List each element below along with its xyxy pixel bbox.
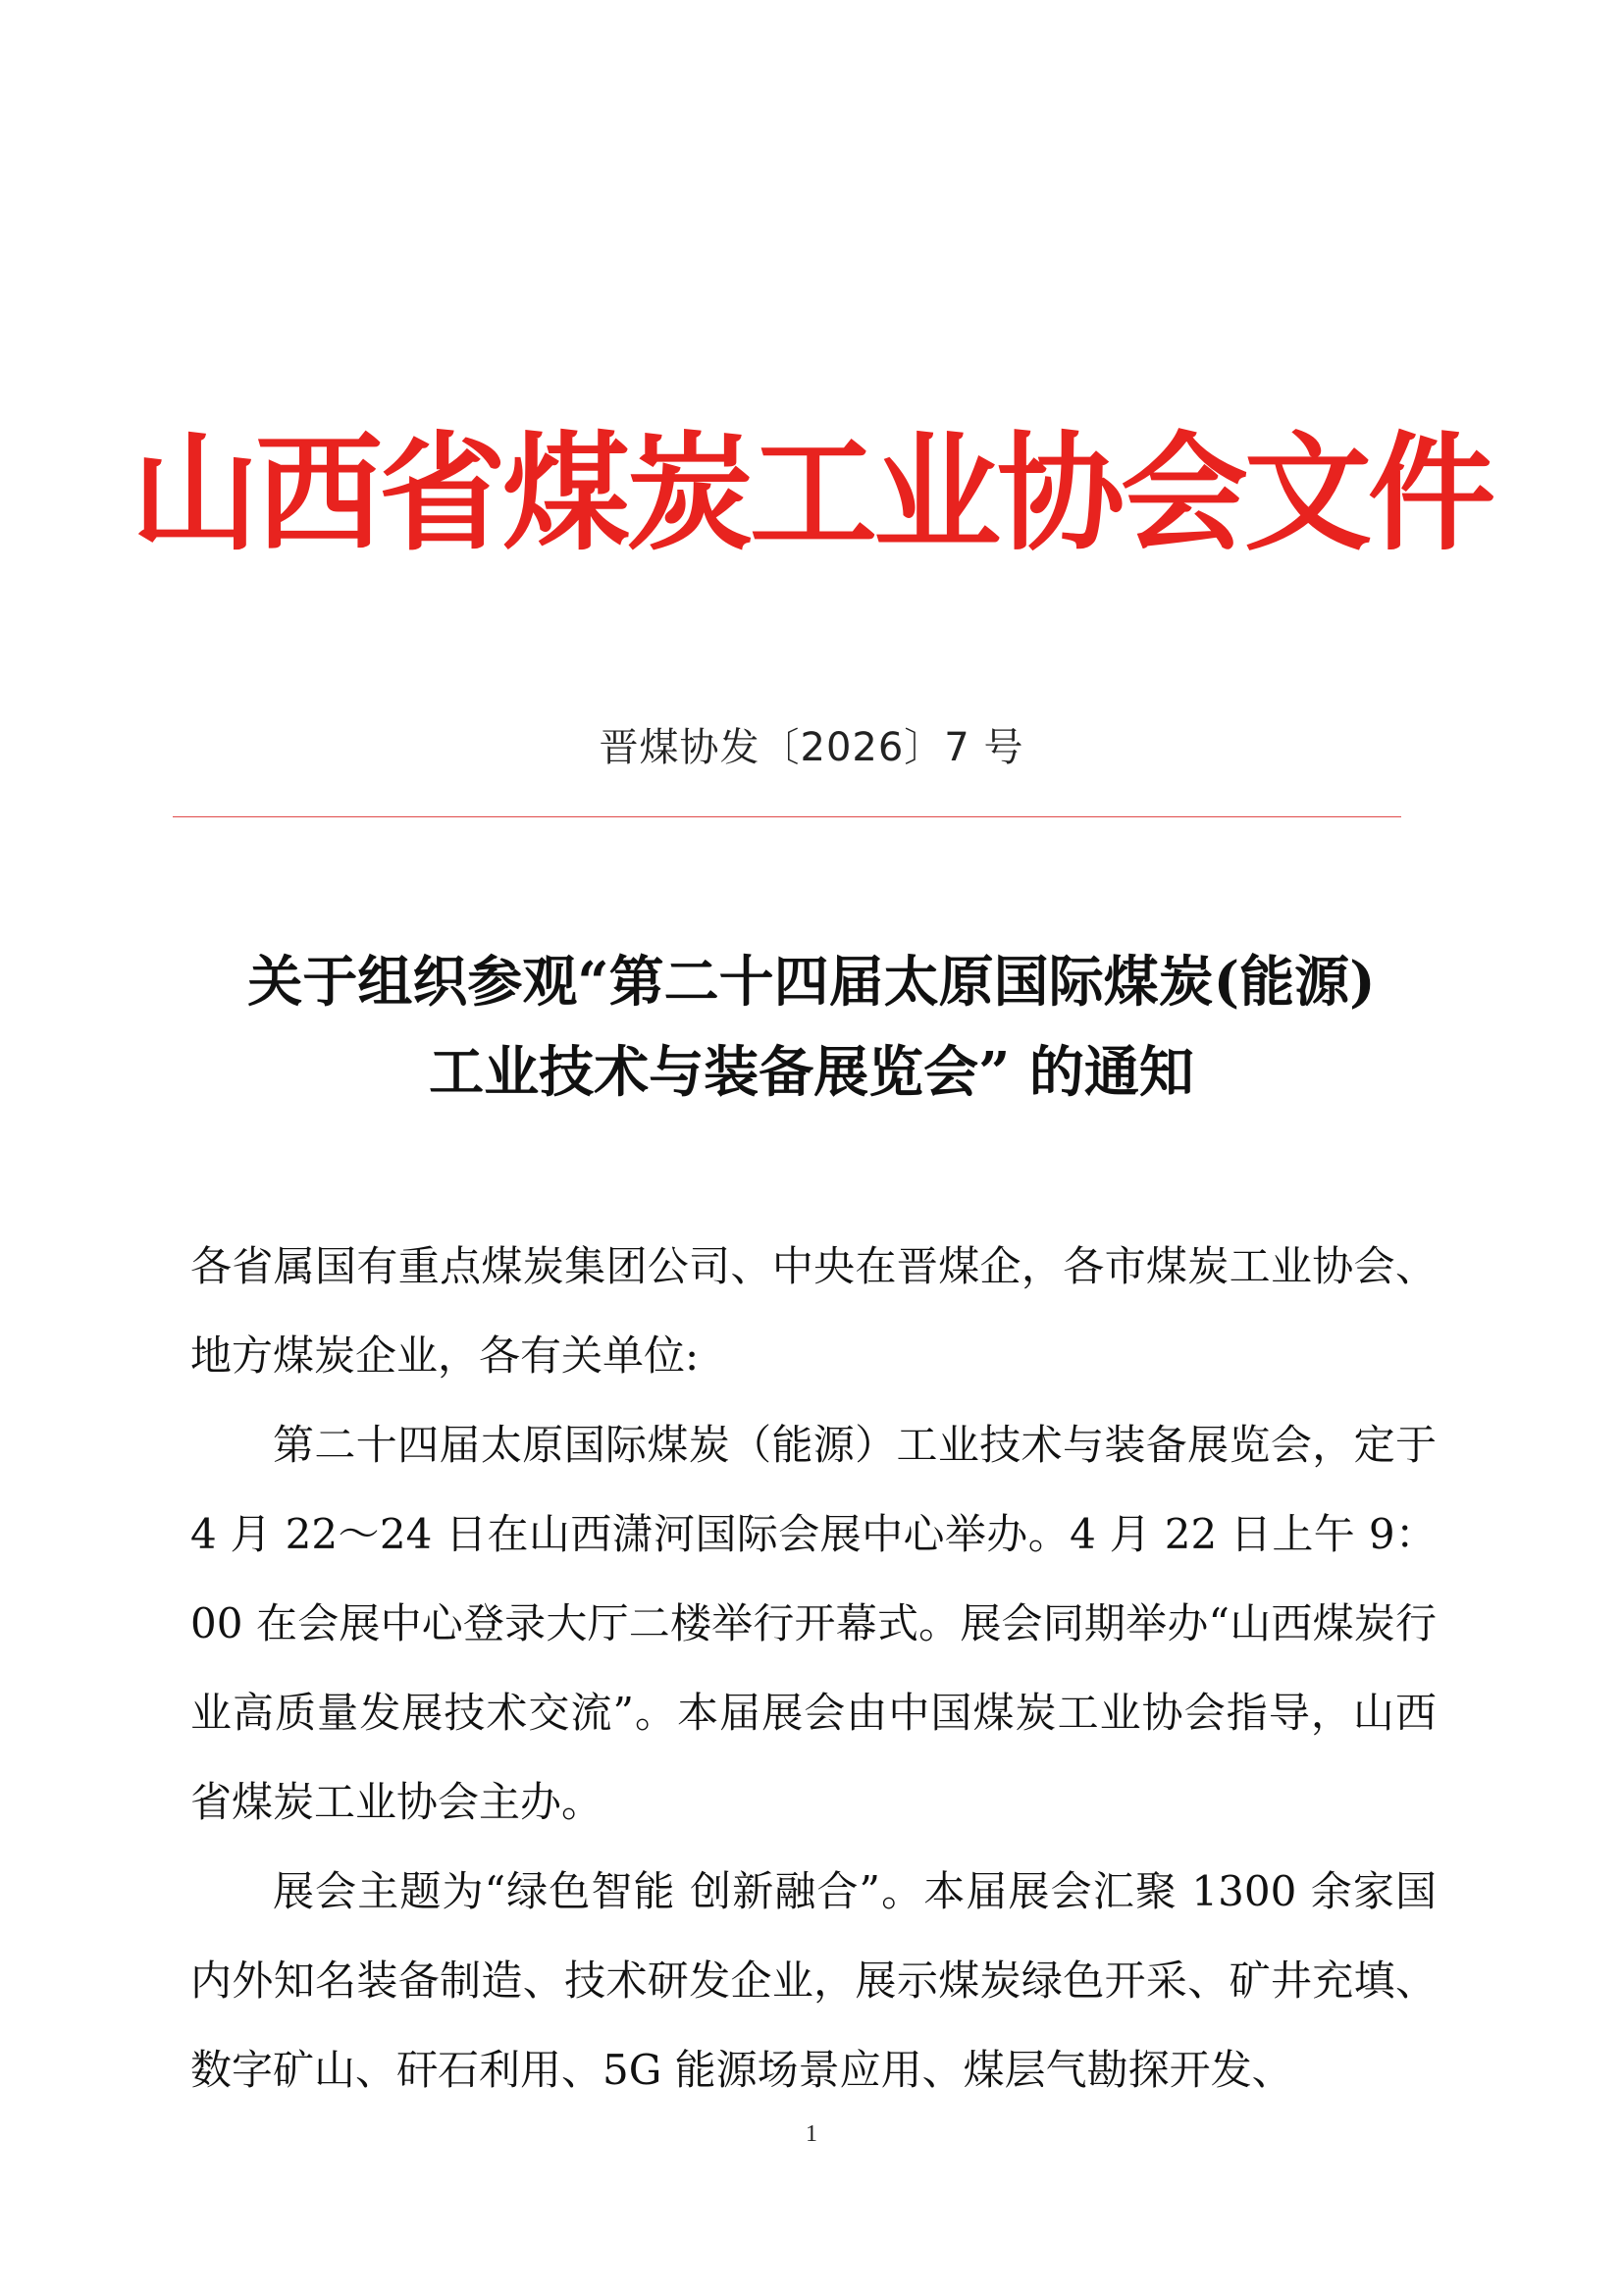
notice-title xyxy=(118,937,1505,1118)
notice-body xyxy=(190,1222,1437,2114)
notice-title-line-2: 工业技术与装备展览会” 的通知 xyxy=(429,1040,1194,1105)
document-header-title: 山西省煤炭工业协会文件 xyxy=(131,418,1492,568)
page-number: 1 xyxy=(806,2121,817,2147)
body-paragraph-2: 展会主题为“绿色智能 创新融合”。本届展会汇聚 1300 余家国内外知名装备制造、技术研发企业，展示煤炭绿色开采、矿井充填、数字矿山、矸石利用、5G 能源场景应用、煤层气勘探开发、 xyxy=(190,1867,1437,2094)
document-number: 晋煤协发〔2026〕7 号 xyxy=(599,725,1024,770)
body-paragraph-1: 第二十四届太原国际煤炭（能源）工业技术与装备展览会，定于 4 月 22～24 日在山西潇河国际会展中心举办。4 月 22 日上午 9：00 在会展中心登录大厅二楼举行开幕式。展会同期举办“山西煤炭行业高质量发展技术交流”。本届展会由中国煤炭工业协会指导，山西省煤炭工业协会主办。 xyxy=(190,1421,1437,1826)
notice-title-line-1: 关于组织参观“第二十四届太原国际煤炭(能源) xyxy=(247,950,1376,1015)
salutation: 各省属国有重点煤炭集团公司、中央在晋煤企，各市煤炭工业协会、地方煤炭企业，各有关单位: xyxy=(190,1242,1437,1380)
red-divider-line xyxy=(173,816,1401,817)
